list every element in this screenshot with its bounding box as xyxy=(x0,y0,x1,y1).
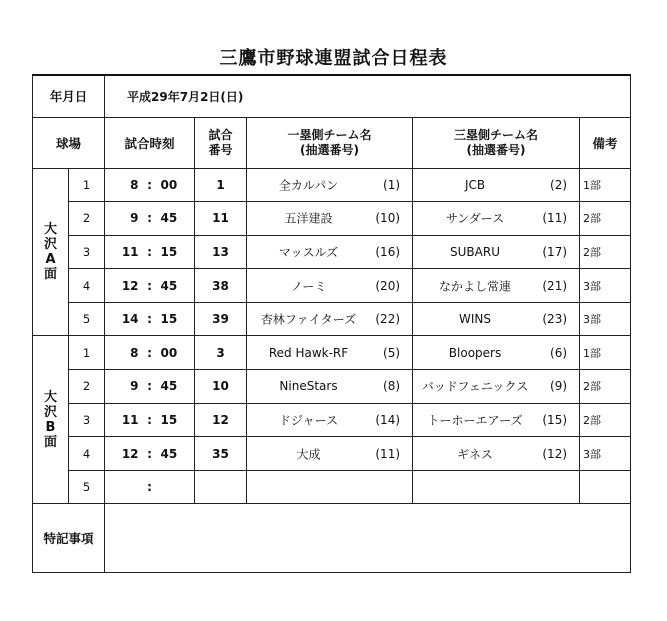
third-base-lottery-number: (6) xyxy=(550,345,568,360)
first-base-header xyxy=(247,117,413,168)
first-base-lottery-number: (8) xyxy=(383,379,401,394)
first-base-team xyxy=(247,470,413,504)
third-base-team xyxy=(413,470,580,504)
date-row xyxy=(33,75,631,117)
time-separator: : xyxy=(147,177,152,192)
slot-number: 5 xyxy=(69,470,105,504)
time-minute: 15 xyxy=(160,244,178,259)
third-base-team-name: JCB xyxy=(464,177,486,192)
game-no-header-line1: 試合 xyxy=(208,127,233,142)
time-minute: 15 xyxy=(160,312,178,327)
game-number: 39 xyxy=(195,302,247,336)
time-minute: 45 xyxy=(160,446,178,461)
game-no-header-line2: 番号 xyxy=(208,142,233,157)
third-base-team-name: バッドフェニックス xyxy=(421,379,529,394)
venue-name xyxy=(33,168,69,336)
time-separator: : xyxy=(147,446,152,461)
time-hour: 11 xyxy=(121,412,139,427)
venue-name-char: A xyxy=(45,251,56,267)
game-time xyxy=(105,302,195,336)
table-row xyxy=(33,403,631,437)
time-hour: 8 xyxy=(130,345,139,360)
first-base-team-name: ドジャース xyxy=(278,413,339,428)
game-time xyxy=(105,470,195,504)
table-row xyxy=(33,235,631,269)
venue-name-char: 面 xyxy=(43,434,57,450)
table-row xyxy=(33,269,631,303)
first-base-team-name: ノーミ xyxy=(290,279,327,294)
venue-name-char: B xyxy=(45,419,56,435)
slot-number: 5 xyxy=(69,302,105,336)
first-base-lottery-number: (11) xyxy=(375,446,401,461)
third-base-team xyxy=(413,302,580,336)
first-base-team-name: 全カルパン xyxy=(278,178,339,193)
first-base-team-name: NineStars xyxy=(279,379,338,394)
table-row xyxy=(33,370,631,404)
time-separator: : xyxy=(147,379,152,394)
time-separator: : xyxy=(147,211,152,226)
remarks-cell: 2部 xyxy=(580,403,631,437)
game-number: 35 xyxy=(195,437,247,471)
third-base-team-name: なかよし常連 xyxy=(439,279,512,294)
game-number: 10 xyxy=(195,370,247,404)
time-hour: 9 xyxy=(130,379,139,394)
remarks-cell: 2部 xyxy=(580,235,631,269)
time-separator: : xyxy=(147,480,152,495)
game-time xyxy=(105,370,195,404)
game-number xyxy=(195,470,247,504)
first-base-team-name: 大成 xyxy=(296,447,321,462)
game-time xyxy=(105,235,195,269)
slot-number: 3 xyxy=(69,403,105,437)
time-header: 試合時刻 xyxy=(105,117,195,168)
remarks-cell: 1部 xyxy=(580,336,631,370)
first-base-team xyxy=(247,336,413,370)
third-base-header-line2: (抽選番号) xyxy=(466,142,526,157)
time-separator: : xyxy=(147,244,152,259)
special-notes-row xyxy=(33,504,631,573)
first-base-team-name: マッスルズ xyxy=(278,245,339,260)
first-base-team xyxy=(247,370,413,404)
third-base-lottery-number: (11) xyxy=(542,211,568,226)
game-no-header xyxy=(195,117,247,168)
third-base-team-name: WINS xyxy=(459,312,492,327)
remarks-header: 備考 xyxy=(580,117,631,168)
venue-name-char: 大 xyxy=(43,221,57,237)
time-minute: 00 xyxy=(160,345,178,360)
slot-number: 1 xyxy=(69,168,105,202)
first-base-lottery-number: (1) xyxy=(383,177,401,192)
third-base-header xyxy=(413,117,580,168)
slot-number: 2 xyxy=(69,202,105,236)
special-notes-value[interactable] xyxy=(105,504,631,573)
game-number: 12 xyxy=(195,403,247,437)
first-base-lottery-number: (10) xyxy=(375,211,401,226)
remarks-cell: 3部 xyxy=(580,269,631,303)
slot-number: 2 xyxy=(69,370,105,404)
remarks-cell: 3部 xyxy=(580,437,631,471)
first-base-header-line2: (抽選番号) xyxy=(300,142,359,157)
third-base-team-name: SUBARU xyxy=(450,244,500,259)
first-base-team xyxy=(247,269,413,303)
third-base-team-name: サンダース xyxy=(445,211,505,226)
third-base-team xyxy=(413,269,580,303)
game-time xyxy=(105,269,195,303)
time-hour: 14 xyxy=(121,312,139,327)
game-number: 11 xyxy=(195,202,247,236)
first-base-lottery-number: (5) xyxy=(383,345,401,360)
time-minute: 45 xyxy=(160,278,178,293)
venue-name-char: 沢 xyxy=(43,236,57,252)
third-base-team-name: Bloopers xyxy=(448,345,502,360)
first-base-lottery-number: (20) xyxy=(375,278,401,293)
venue-name-char: 大 xyxy=(43,389,57,405)
first-base-lottery-number: (16) xyxy=(375,244,401,259)
third-base-team-name: ギネス xyxy=(457,447,493,462)
venue-rows xyxy=(33,168,631,504)
time-separator: : xyxy=(147,412,152,427)
first-base-header-line1: 一塁側チーム名 xyxy=(287,127,372,142)
first-base-team xyxy=(247,235,413,269)
game-number: 13 xyxy=(195,235,247,269)
third-base-lottery-number: (23) xyxy=(542,312,568,327)
venue-name xyxy=(33,336,69,504)
remarks-cell: 1部 xyxy=(580,168,631,202)
time-minute: 45 xyxy=(160,379,178,394)
date-value: 平成29年7月2日(日) xyxy=(105,75,631,117)
third-base-lottery-number: (15) xyxy=(542,412,568,427)
remarks-cell: 2部 xyxy=(580,370,631,404)
first-base-team xyxy=(247,437,413,471)
table-row xyxy=(33,336,631,370)
slot-number: 4 xyxy=(69,269,105,303)
time-separator: : xyxy=(147,278,152,293)
venue-name-char: 面 xyxy=(43,266,57,282)
table-row xyxy=(33,302,631,336)
time-hour: 12 xyxy=(121,446,139,461)
third-base-team xyxy=(413,336,580,370)
slot-number: 3 xyxy=(69,235,105,269)
first-base-team xyxy=(247,168,413,202)
first-base-team xyxy=(247,202,413,236)
third-base-header-line1: 三塁側チーム名 xyxy=(454,127,539,142)
table-row xyxy=(33,470,631,504)
first-base-team-name: Red Hawk-RF xyxy=(268,345,349,360)
table-row xyxy=(33,437,631,471)
third-base-team xyxy=(413,235,580,269)
page-title: 三鷹市野球連盟試合日程表 xyxy=(219,48,448,69)
game-time xyxy=(105,202,195,236)
first-base-team-name: 五洋建設 xyxy=(284,211,333,226)
third-base-lottery-number: (9) xyxy=(550,379,568,394)
first-base-lottery-number: (22) xyxy=(375,312,401,327)
game-number: 1 xyxy=(195,168,247,202)
venue-name-char: 沢 xyxy=(43,404,57,420)
game-time xyxy=(105,437,195,471)
time-minute: 15 xyxy=(160,412,178,427)
third-base-team xyxy=(413,403,580,437)
slot-number: 4 xyxy=(69,437,105,471)
third-base-team xyxy=(413,168,580,202)
third-base-team xyxy=(413,437,580,471)
time-hour: 9 xyxy=(130,211,139,226)
time-minute: 45 xyxy=(160,211,178,226)
game-number: 3 xyxy=(195,336,247,370)
game-number: 38 xyxy=(195,269,247,303)
third-base-team-name: トーホーエアーズ xyxy=(427,413,523,428)
date-label: 年月日 xyxy=(33,75,105,117)
table-row xyxy=(33,202,631,236)
third-base-lottery-number: (12) xyxy=(542,446,568,461)
time-hour: 11 xyxy=(121,244,139,259)
schedule-table xyxy=(32,74,631,573)
first-base-team-name: 杏林ファイターズ xyxy=(260,312,357,327)
venue-header: 球場 xyxy=(33,117,105,168)
time-separator: : xyxy=(147,345,152,360)
third-base-lottery-number: (21) xyxy=(542,278,568,293)
third-base-team xyxy=(413,202,580,236)
first-base-team xyxy=(247,302,413,336)
game-time xyxy=(105,403,195,437)
remarks-cell xyxy=(580,470,631,504)
first-base-team xyxy=(247,403,413,437)
game-time xyxy=(105,336,195,370)
third-base-team xyxy=(413,370,580,404)
third-base-lottery-number: (17) xyxy=(542,244,568,259)
game-time xyxy=(105,168,195,202)
third-base-lottery-number: (2) xyxy=(550,177,568,192)
time-minute: 00 xyxy=(160,177,178,192)
slot-number: 1 xyxy=(69,336,105,370)
header-row xyxy=(33,117,631,168)
special-notes-label: 特記事項 xyxy=(33,504,105,573)
table-row xyxy=(33,168,631,202)
remarks-cell: 2部 xyxy=(580,202,631,236)
remarks-cell: 3部 xyxy=(580,302,631,336)
time-separator: : xyxy=(147,312,152,327)
time-hour: 12 xyxy=(121,278,139,293)
first-base-lottery-number: (14) xyxy=(375,412,401,427)
time-hour: 8 xyxy=(130,177,139,192)
